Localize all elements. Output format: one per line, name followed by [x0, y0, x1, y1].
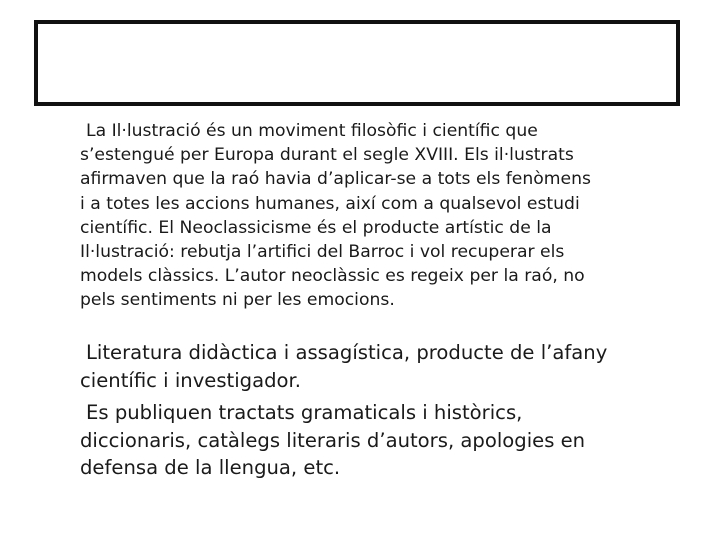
- paragraph-treatises: Es publiquen tractats gramaticals i històrics, diccionaris, catàlegs literaris d’autors, apologies en defensa de la llengua, etc.: [80, 401, 586, 479]
- paragraph-illustration: La Il·lustració és un moviment filosòfic i científic que s’estengué per Europa durant el segle XVIII. Els il·lustrats afirmaven que la raó havia d’aplicar-se a tots els fenòmens i a totes les accions humanes, així com a qualsevol estudi científic. El Neoclassicisme és el producte artístic de la Il·lustració: rebutja l’artifici del Barroc i vol recuperar els models clàssics. L’autor neoclàssic es regeix per la raó, no pels sentiments ni per les emocions.: [80, 121, 591, 311]
- paragraph-didactic-literature: Literatura didàctica i assagística, producte de l’afany científic i investigador.: [80, 341, 608, 392]
- title-box: [34, 20, 680, 106]
